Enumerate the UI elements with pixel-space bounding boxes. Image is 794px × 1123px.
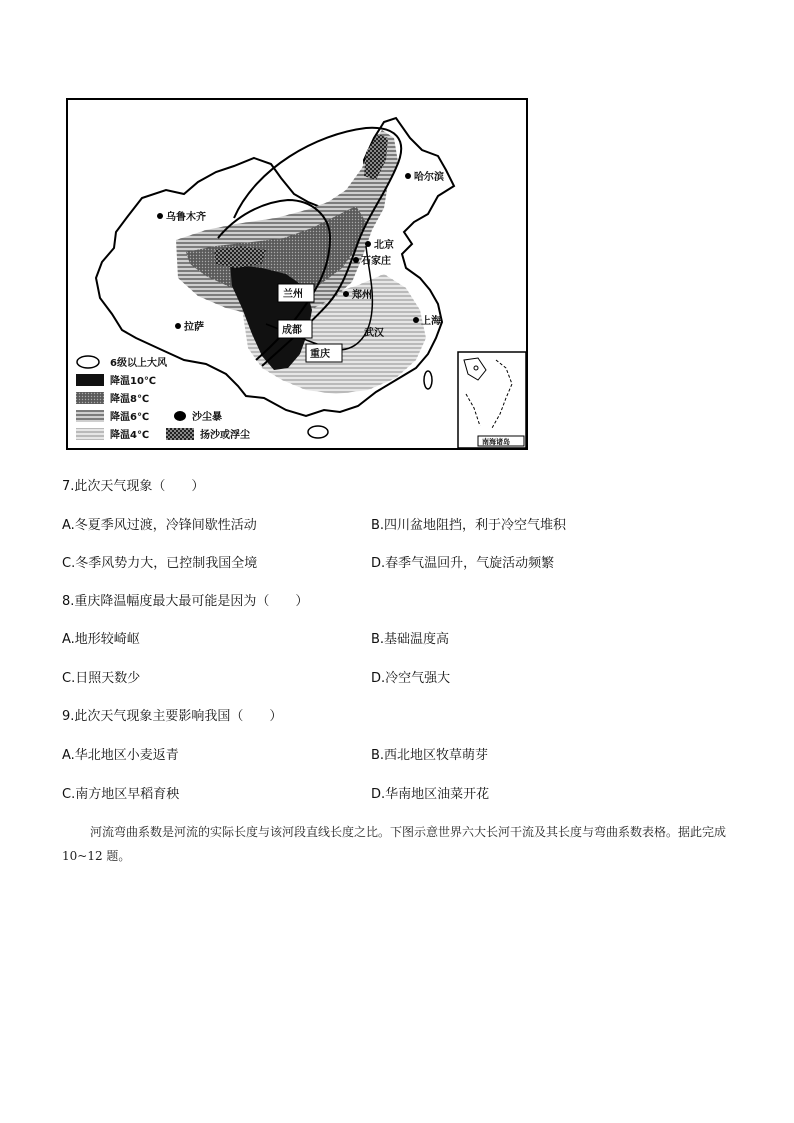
city-dot-urumqi — [157, 213, 163, 219]
question-9-option-d: D.华南地区油菜开花 — [371, 787, 490, 802]
question-8-option-c: C.日照天数少 — [62, 671, 141, 686]
label-harbin: 哈尔滨 — [414, 172, 444, 183]
question-9-option-a: A.华北地区小麦返青 — [62, 748, 179, 763]
city-dot-shijiazhuang — [353, 257, 359, 263]
question-9-option-b: B.西北地区牧草萌芽 — [371, 748, 489, 763]
city-dot-shanghai — [413, 317, 419, 323]
legend-swatch-cool4 — [76, 428, 104, 440]
label-lhasa: 拉萨 — [184, 322, 204, 333]
label-lanzhou: 兰州 — [283, 289, 303, 300]
label-chengdu: 成都 — [282, 325, 302, 336]
label-urumqi: 乌鲁木齐 — [166, 212, 206, 223]
question-7-option-b: B.四川盆地阻挡，利于冷空气堆积 — [371, 518, 567, 533]
question-8-option-b: B.基础温度高 — [371, 632, 450, 647]
question-8-option-a: A.地形较崎岖 — [62, 632, 140, 647]
question-7-option-c: C.冬季风势力大，已控制我国全境 — [62, 556, 258, 571]
legend-swatch-cool6 — [76, 410, 104, 422]
question-7-option-d: D.春季气温回升，气旋活动频繁 — [371, 556, 555, 571]
inset-south-china-sea — [458, 352, 526, 448]
inset-label: 南海诸岛 — [482, 438, 510, 446]
label-chongqing: 重庆 — [310, 349, 330, 360]
city-dot-zhengzhou — [343, 291, 349, 297]
label-beijing: 北京 — [374, 240, 394, 251]
section-intro-paragraph: 河流弯曲系数是河流的实际长度与该河段直线长度之比。下图示意世界六大长河干流及其长度与弯曲系数表格。据此完成 10~12 题。 — [62, 825, 727, 863]
city-dot-beijing — [365, 241, 371, 247]
legend-cool4: 降温4℃ — [110, 430, 150, 441]
taiwan-island — [424, 371, 432, 389]
label-zhengzhou: 郑州 — [352, 290, 372, 301]
city-dot-harbin — [405, 173, 411, 179]
legend-dust: 扬沙或浮尘 — [200, 430, 250, 441]
question-8-stem: 8.重庆降温幅度最大最可能是因为（ ） — [62, 594, 309, 609]
legend-cool8: 降温8℃ — [110, 394, 150, 405]
weather-map-figure — [66, 98, 528, 450]
legend-swatch-cool10 — [76, 374, 104, 386]
question-9-option-c: C.南方地区早稻育秧 — [62, 787, 180, 802]
city-dot-lhasa — [175, 323, 181, 329]
legend-swatch-sandstorm — [174, 411, 186, 421]
label-wuhan: 武汉 — [364, 328, 384, 339]
question-9-stem: 9.此次天气现象主要影响我国（ ） — [62, 709, 283, 724]
question-7-stem: 7.此次天气现象（ ） — [62, 479, 205, 494]
hainan-island — [308, 426, 328, 438]
legend-swatch-dust — [166, 428, 194, 440]
legend-wind: 6级以上大风 — [110, 358, 167, 369]
legend-cool6: 降温6℃ — [110, 412, 150, 423]
legend-swatch-wind — [77, 356, 99, 368]
legend-sandstorm: 沙尘暴 — [192, 412, 222, 423]
question-7-option-a: A.冬夏季风过渡，冷锋间歇性活动 — [62, 518, 257, 533]
legend-cool10: 降温10℃ — [110, 376, 157, 387]
label-shijiazhuang: 石家庄 — [361, 256, 391, 267]
question-8-option-d: D.冷空气强大 — [371, 671, 451, 686]
label-shanghai: 上海 — [421, 316, 441, 327]
legend-swatch-cool8 — [76, 392, 104, 404]
